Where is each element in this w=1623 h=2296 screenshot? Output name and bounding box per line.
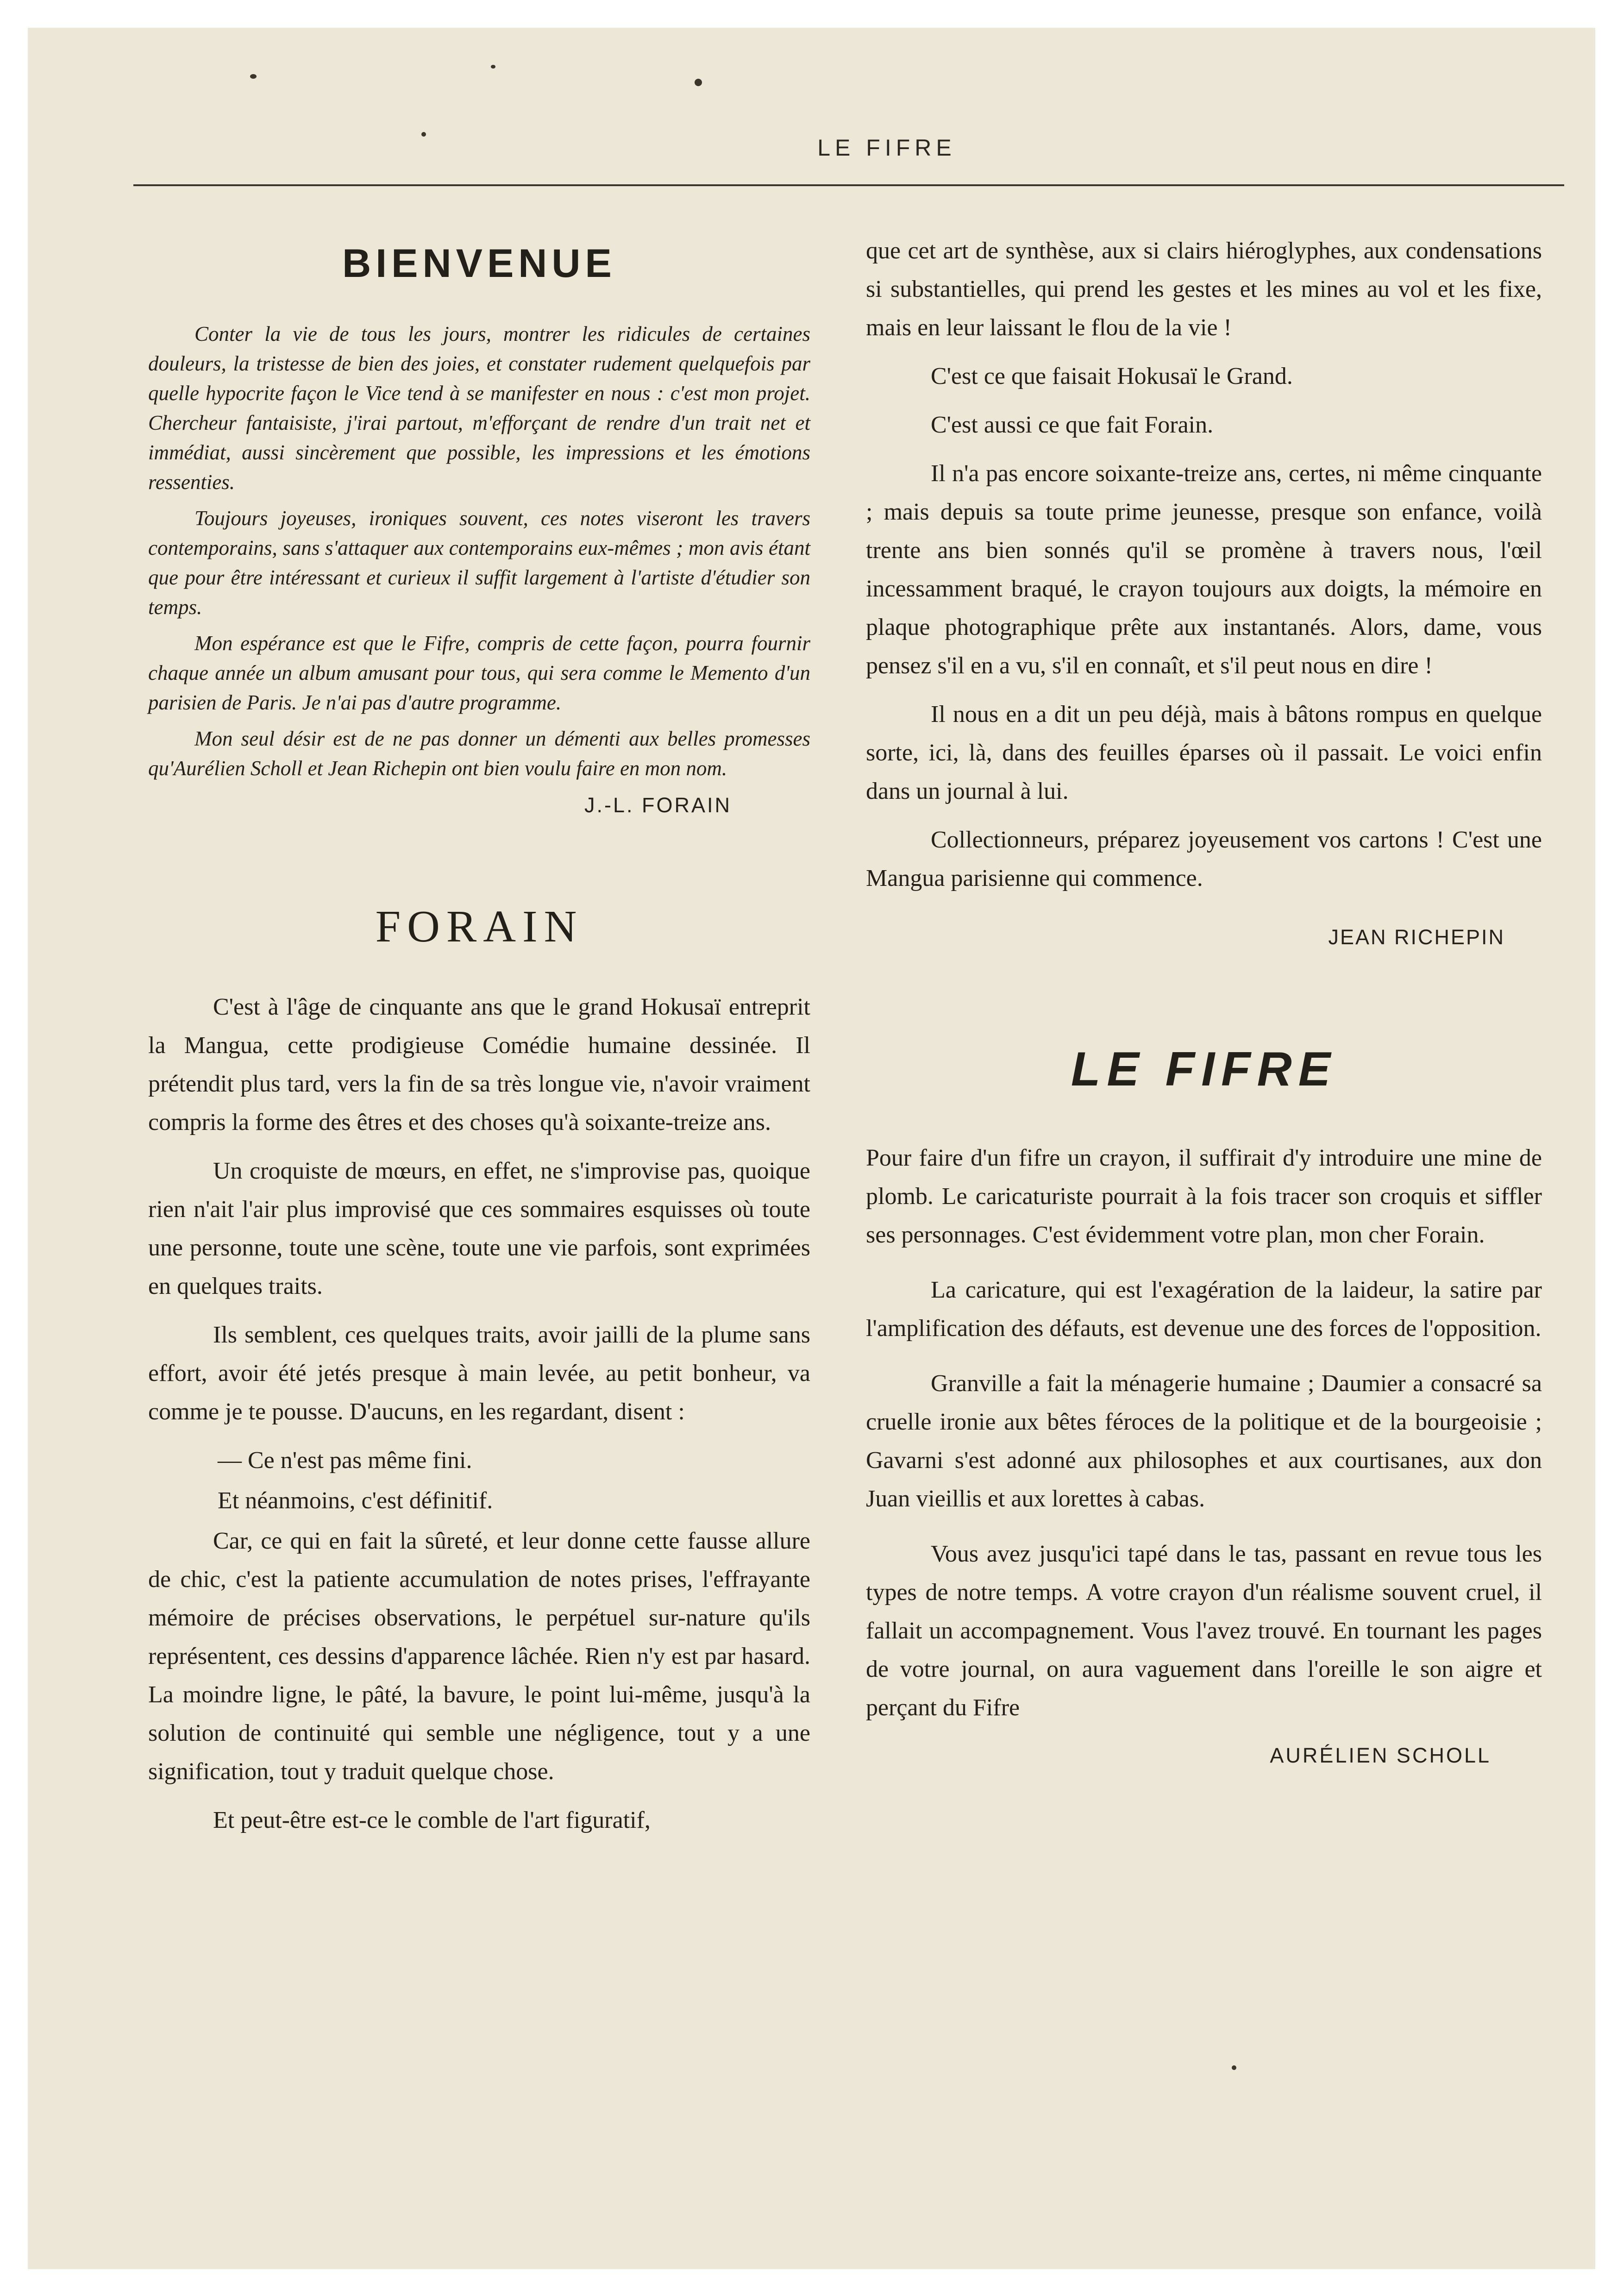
forain-continued-text [866, 232, 1542, 897]
ink-speck [250, 74, 257, 79]
forain-title: FORAIN [375, 902, 583, 952]
le-fifre-text [866, 1139, 1542, 1727]
forain-continued-paragraph: C'est ce que faisait Hokusaï le Grand. [931, 363, 1293, 389]
ink-speck [695, 79, 702, 86]
le-fifre-paragraph: La caricature, qui est l'exagération de la laideur, la satire par l'amplification des défauts, est devenue une des forces de l'opposition. [866, 1277, 1542, 1342]
forain-dialog-line: — Ce n'est pas même fini. [218, 1447, 472, 1474]
le-fifre-paragraph: Pour faire d'un fifre un crayon, il suffirait d'y introduire une mine de plomb. Le caricaturiste pourrait à la fois tracer son croquis et siffler ses personnages. C'est évidemment votre plan, mon cher Forain. [866, 1145, 1542, 1248]
forain-continued-paragraph: C'est aussi ce que fait Forain. [931, 412, 1214, 438]
bienvenue-paragraph: Toujours joyeuses, ironiques souvent, ces notes viseront les travers contemporains, sans s'attaquer aux contemporains eux-mêmes ; mon avis étant que pour être intéressant et curieux il suffit largement à l'artiste d'étudier son temps. [148, 507, 810, 619]
forain-continued-paragraph: Il n'a pas encore soixante-treize ans, certes, ni même cinquante ; mais depuis sa toute prime jeunesse, presque son enfance, voilà trente ans bien sonnés qu'il se promène à travers nous, l'œil incessamment braqué, le crayon toujours aux doigts, la mémoire en plaque photographique prête aux instantanés. Alors, dame, vous pensez s'il en a vu, s'il en connaît, et s'il peut nous en dire ! [866, 460, 1542, 679]
forain-continued-paragraph: Collectionneurs, préparez joyeusement vos cartons ! C'est une Mangua parisienne qui commence. [866, 827, 1542, 891]
forain-text [148, 988, 810, 1839]
right-column [866, 232, 1542, 1768]
bienvenue-text [148, 319, 810, 783]
forain-paragraph: Et peut-être est-ce le comble de l'art figuratif, [213, 1807, 651, 1833]
le-fifre-signature: AURÉLIEN SCHOLL [1270, 1744, 1491, 1767]
ink-speck [1232, 2065, 1236, 2070]
forain-continued-paragraph: Il nous en a dit un peu déjà, mais à bâtons rompus en quelque sorte, ici, là, dans des feuilles éparses où il passait. Le voici enfin dans un journal à lui. [866, 701, 1542, 804]
bienvenue-paragraph: Mon seul désir est de ne pas donner un démenti aux belles promesses qu'Aurélien Scholl et Jean Richepin ont bien voulu faire en mon nom. [148, 727, 810, 780]
forain-paragraph: C'est à l'âge de cinquante ans que le grand Hokusaï entreprit la Mangua, cette prodigieuse Comédie humaine dessinée. Il prétendit plus tard, vers la fin de sa très longue vie, n'avoir vraiment compris la forme des êtres et des choses qu'à soixante-treize ans. [148, 994, 810, 1135]
le-fifre-paragraph: Vous avez jusqu'ici tapé dans le tas, passant en revue tous les types de notre temps. A votre crayon d'un réalisme souvent cruel, il fallait un accompagnement. Vous l'avez trouvé. En tournant les pages de votre journal, on aura vaguement dans l'oreille le son aigre et perçant du Fifre [866, 1541, 1542, 1721]
bienvenue-title: BIENVENUE [342, 241, 616, 286]
newspaper-page [28, 28, 1595, 2269]
forain-paragraph: Un croquiste de mœurs, en effet, ne s'improvise pas, quoique rien n'ait l'air plus improvisé que ces sommaires esquisses où toute une personne, toute une scène, toute une vie parfois, sont exprimées en quelques traits. [148, 1158, 810, 1299]
le-fifre-paragraph: Granville a fait la ménagerie humaine ; Daumier a consacré sa cruelle ironie aux bêtes féroces de la politique et de la bourgeoisie ; Gavarni s'est adonné aux philosophes et aux courtisanes, aux don Juan vieillis et aux lorettes à cabas. [866, 1370, 1542, 1512]
ink-speck [491, 65, 495, 69]
bienvenue-signature: J.-L. FORAIN [584, 793, 732, 817]
forain-dialog-line: Et néanmoins, c'est définitif. [218, 1487, 493, 1514]
running-title: LE FIFRE [817, 135, 956, 161]
forain-continued-paragraph: que cet art de synthèse, aux si clairs hiéroglyphes, aux condensations si substantielles, qui prend les gestes et les mines au vol et les fixe, mais en leur laissant le flou de la vie ! [866, 238, 1542, 341]
bienvenue-paragraph: Conter la vie de tous les jours, montrer les ridicules de certaines douleurs, la tristesse de bien des joies, et constater rudement quelquefois par quelle hypocrite façon le Vice tend à se manifester en nous : c'est mon projet. Chercheur fantaisiste, j'irai partout, m'efforçant de rendre d'un trait net et immédiat, aussi sincèrement que possible, les impressions et les émotions ressenties. [148, 322, 810, 494]
forain-signature: JEAN RICHEPIN [1328, 925, 1505, 949]
left-column [148, 241, 810, 1850]
forain-paragraph: Ils semblent, ces quelques traits, avoir jailli de la plume sans effort, avoir été jetés presque à main levée, au petit bonheur, va comme je te pousse. D'aucuns, en les regardant, disent : [148, 1322, 810, 1425]
le-fifre-title: LE FIFRE [1071, 1042, 1337, 1096]
forain-paragraph: Car, ce qui en fait la sûreté, et leur donne cette fausse allure de chic, c'est la patiente accumulation de notes prises, l'effrayante mémoire de précises observations, le perpétuel sur-nature qu'ils représentent, ces dessins d'apparence lâchée. Rien n'y est par hasard. La moindre ligne, le pâté, la bavure, le point lui-même, jusqu'à la solution de continuité qui semble une négligence, tout y a une signification, tout y traduit quelque chose. [148, 1528, 810, 1785]
bienvenue-paragraph: Mon espérance est que le Fifre, compris de cette façon, pourra fournir chaque année un album amusant pour tous, qui sera comme le Memento d'un parisien de Paris. Je n'ai pas d'autre programme. [148, 632, 810, 714]
header-rule [133, 184, 1564, 186]
